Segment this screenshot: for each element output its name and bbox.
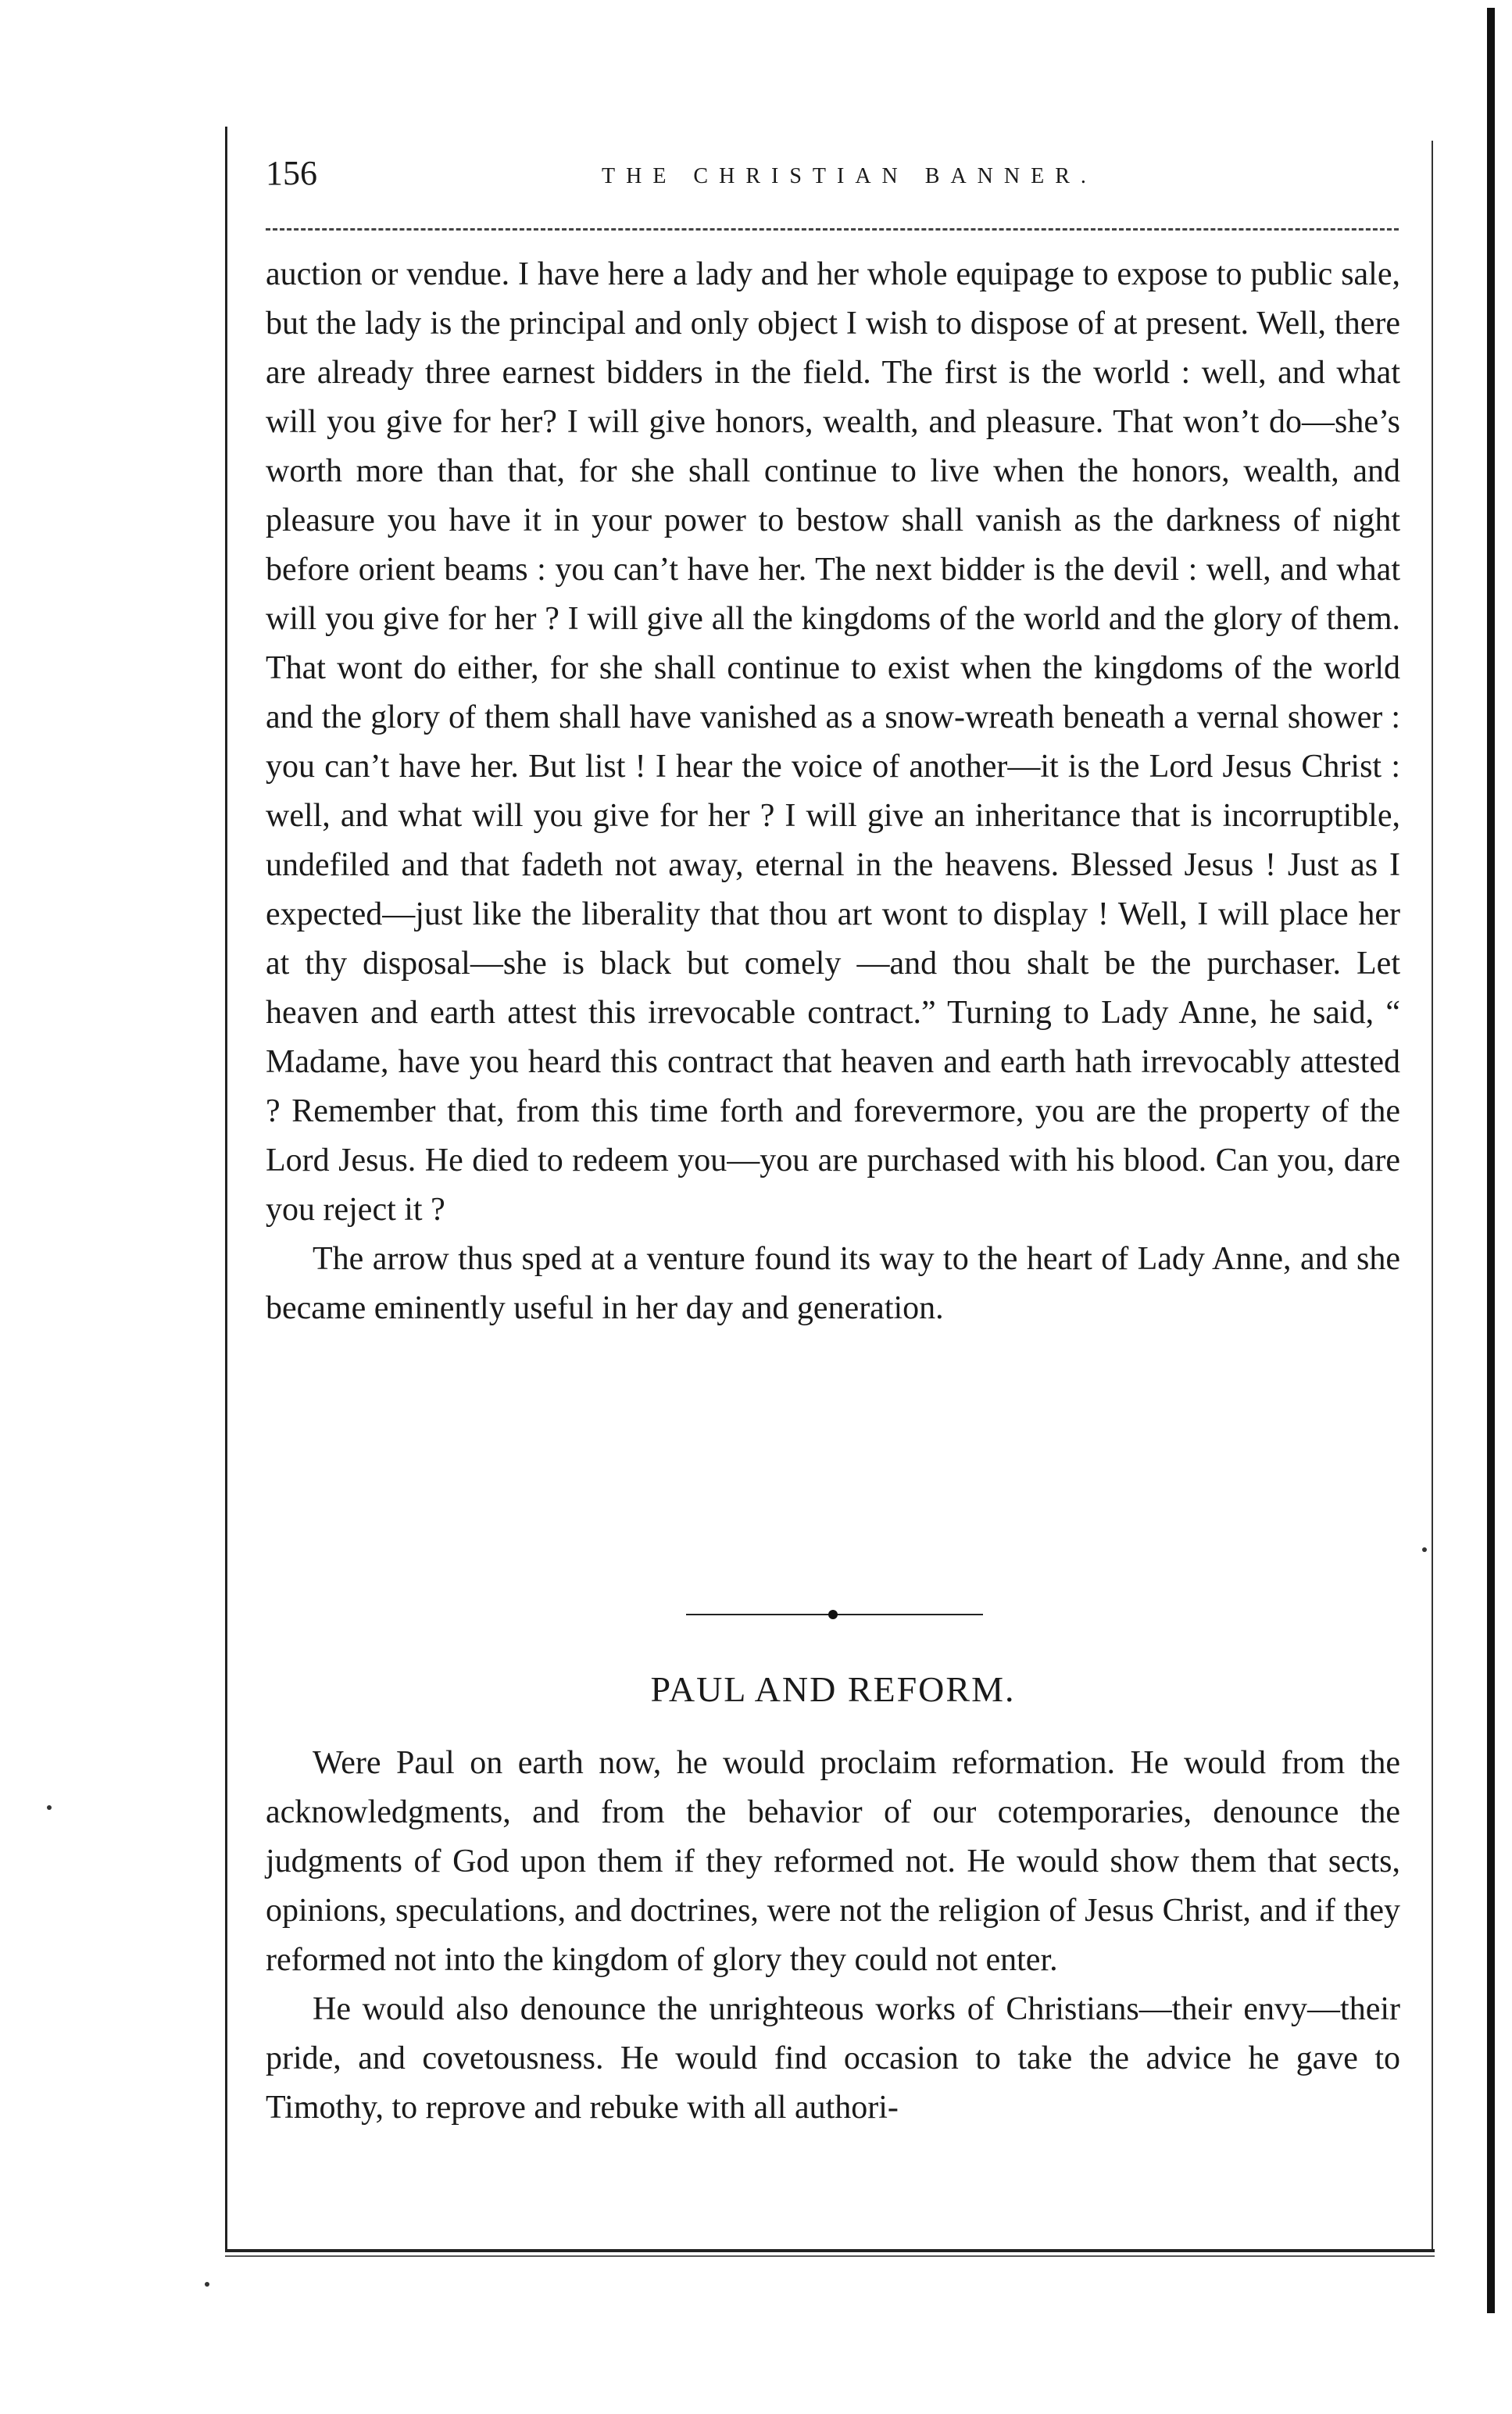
page-header: [266, 153, 1407, 200]
divider-dot-icon: [828, 1610, 838, 1619]
paragraph: Were Paul on earth now, he would proclaim reformation. He would from the acknowledgments, and from the behavior of our cotemporaries, denounce the judgments of God upon them if they reformed not. He would show them that sects, opinions, speculations, and doctrines, were not the religion of Jesus Christ, and if they reformed not into the kingdom of glory they could not enter.: [266, 1745, 1400, 1978]
paragraph: He would also denounce the unrighteous works of Christians—their envy—their pride, and covetousness. He would find occasion to take the advice he gave to Timothy, to reprove and rebuke with all authori-: [266, 1991, 1400, 2126]
section-title: PAUL AND REFORM.: [650, 1669, 1016, 1709]
page-number: 156: [266, 154, 317, 192]
paragraph: auction or vendue. I have here a lady and her whole equipage to expose to public sale, but the lady is the principal and only object I wish to dispose of at present. Well, there are already three earnest bidders in the field. The first is the world : well, and what will you give for her? I will give honors, wealth, and pleasure. That won’t do—she’s worth more than that, for she shall continue to live when the honors, wealth, and pleasure you have it in your power to bestow shall vanish as the darkness of night before orient beams : you can’t have her. The next bidder is the devil : well, and what will you give for her ? I will give all the kingdoms of the world and the glory of them. That wont do either, for she shall continue to exist when the kingdoms of the world and the glory of them shall have vanished as a snow-wreath beneath a vernal shower : you can’t have her. But list ! I hear the voice of another—it is the Lord Jesus Christ : well, and what will you give for her ? I will give an inheritance that is incorruptible, undefiled and that fadeth not away, eternal in the heavens. Blessed Jesus ! Just as I expected—just like the liberality that thou art wont to display ! Well, I will place her at thy disposal—she is black but comely —and thou shalt be the purchaser. Let heaven and earth attest this irrevocable contract.” Turning to Lady Anne, he said, “ Madame, have you heard this contract that heaven and earth hath irrevocably attested ? Remember that, from this time forth and forevermore, you are the property of the Lord Jesus. He died to redeem you—you are purchased with his blood. Can you, dare you reject it ?: [266, 256, 1400, 1228]
paragraph: The arrow thus sped at a venture found its way to the heart of Lady Anne, and she became eminently useful in her day and generation.: [266, 1241, 1400, 1326]
frame-right-border: [1432, 141, 1433, 2251]
scan-speck: [205, 2282, 209, 2287]
frame-bottom-border-inner: [225, 2255, 1435, 2257]
frame-bottom-border: [225, 2249, 1435, 2252]
article-continued-text: [266, 250, 1400, 1333]
frame-left-border: [225, 127, 227, 2252]
article-body: [266, 1739, 1400, 2133]
scan-speck: [1422, 1547, 1427, 1552]
section-divider-ornament: [686, 1610, 983, 1619]
header-rule: [266, 228, 1399, 231]
page-edge-shadow: [1487, 8, 1495, 2313]
scan-speck: [47, 1805, 52, 1810]
running-title: THE CHRISTIAN BANNER.: [602, 164, 1097, 188]
